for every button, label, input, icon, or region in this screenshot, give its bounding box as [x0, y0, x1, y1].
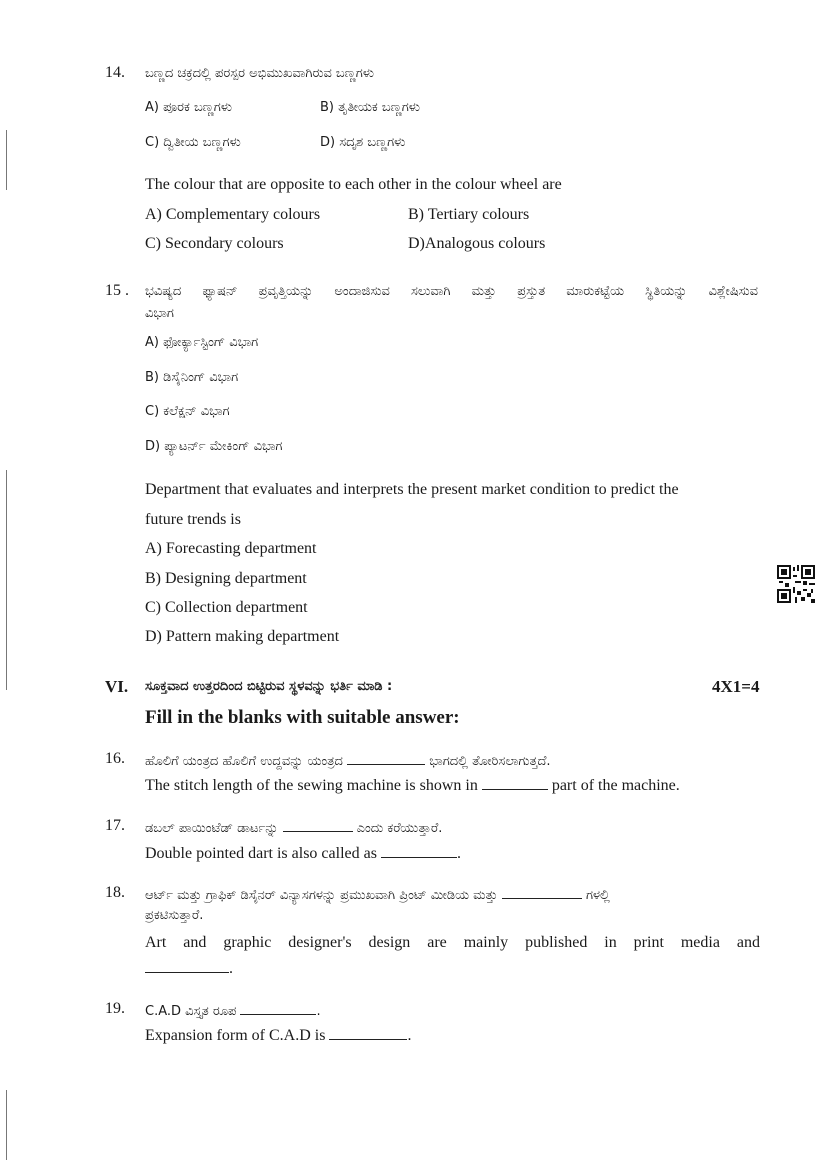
question-text-part: ಗಳಲ್ಲಿ: [585, 888, 610, 903]
option-a-english: A) Forecasting department: [145, 540, 317, 557]
section-heading-kannada: ಸೂಕ್ತವಾದ ಉತ್ತರದಿಂದ ಬಿಟ್ಟಿರುವ ಸ್ಥಳವನ್ನು ಭರ್ತಿ ಮಾಡಿ :: [145, 679, 393, 694]
answer-blank: [240, 1002, 316, 1015]
option-c-kannada: C) ದ್ವಿತೀಯ ಬಣ್ಣಗಳು: [145, 135, 241, 150]
question-text-english: [145, 777, 680, 795]
option-d-kannada: D) ಪ್ಯಾಟರ್ನ್ ಮೇಕಿಂಗ್ ವಿಭಾಗ: [145, 439, 283, 454]
question-number: 18.: [105, 884, 125, 901]
qr-code-image: [777, 565, 815, 603]
question-text-kannada-continued: ವಿಭಾಗ: [145, 306, 174, 321]
answer-blank: [145, 960, 229, 973]
option-d-english: D) Pattern making department: [145, 628, 340, 645]
question-number: 14.: [105, 64, 125, 81]
question-text-part: .: [316, 1004, 321, 1019]
page-edge-line: [6, 1090, 7, 1160]
question-number: 16.: [105, 750, 125, 767]
question-number: 17.: [105, 817, 125, 834]
option-c-kannada: C) ಕಲೆಕ್ಷನ್ ವಿಭಾಗ: [145, 404, 230, 419]
question-text-part: C.A.D ವಿಸ್ತೃತ ರೂಪ: [145, 1004, 237, 1019]
section-marks: 4X1=4: [712, 677, 760, 696]
option-b-english: B) Tertiary colours: [408, 206, 530, 223]
question-text-kannada: [145, 1002, 321, 1019]
question-text-english-continued: future trends is: [145, 511, 241, 528]
answer-blank: [329, 1027, 407, 1040]
page-edge-line: [6, 130, 7, 190]
question-text-part: part of the machine.: [551, 777, 680, 794]
question-text-part: Expansion form of C.A.D is: [145, 1027, 326, 1044]
answer-blank: [347, 752, 425, 765]
question-text-kannada: ಭವಿಷ್ಯದ ಫ್ಯಾಷನ್ ಪ್ರವೃತ್ತಿಯನ್ನು ಅಂದಾಜಿಸುವ ಸಲುವಾಗಿ ಮತ್ತು ಪ್ರಸ್ತುತ ಮಾರುಕಟ್ಟೆಯ ಸ್ಥಿತಿಯನ್ನು ವಿಶ್ಲೇಷಿಸುವ: [145, 284, 758, 299]
section-heading-english: Fill in the blanks with suitable answer:: [145, 707, 460, 728]
question-text-part: ಆರ್ಟ್ ಮತ್ತು ಗ್ರಾಫಿಕ್ ಡಿಸೈನರ್ ವಿನ್ಯಾಸಗಳನ್ನು ಪ್ರಮುಖವಾಗಿ ಪ್ರಿಂಟ್ ಮೀಡಿಯ ಮತ್ತು: [145, 888, 498, 903]
question-text-english: [145, 845, 461, 863]
question-text-part: Double pointed dart is also called as: [145, 845, 377, 862]
question-text-kannada: [145, 819, 442, 836]
question-text-part: .: [229, 960, 233, 977]
option-a-english: A) Complementary colours: [145, 206, 321, 223]
question-text-part: .: [456, 845, 461, 862]
page-edge-line: [6, 470, 7, 690]
option-a-kannada: A) ಫೋರ್ಕ್ಯಾಸ್ಟಿಂಗ್ ವಿಭಾಗ: [145, 335, 259, 350]
question-text-part: ಎಂದು ಕರೆಯುತ್ತಾರೆ.: [356, 821, 443, 836]
option-b-kannada: B) ಡಿಸೈನಿಂಗ್ ವಿಭಾಗ: [145, 370, 239, 385]
question-text-part: ಭಾಗದಲ್ಲಿ ತೋರಿಸಲಾಗುತ್ತದೆ.: [429, 754, 551, 769]
question-text-part: ಡಬಲ್ ಪಾಯಿಂಟೆಡ್ ಡಾರ್ಟನ್ನು: [145, 821, 279, 836]
question-text-kannada: [145, 752, 551, 769]
question-text-part: .: [407, 1027, 412, 1044]
option-d-kannada: D) ಸದೃಶ ಬಣ್ಣಗಳು: [320, 135, 406, 150]
option-b-english: B) Designing department: [145, 570, 307, 587]
question-text-english: [145, 1027, 411, 1045]
question-number: 15 .: [105, 282, 129, 299]
question-text-english: Department that evaluates and interprets the present market condition to predict the: [145, 481, 679, 498]
question-text-english: Art and graphic designer's design are mainly published in print media and: [145, 934, 760, 951]
answer-blank: [502, 886, 582, 899]
option-c-english: C) Collection department: [145, 599, 308, 616]
answer-blank: [381, 845, 457, 858]
question-text-part: The stitch length of the sewing machine is shown in: [145, 777, 478, 794]
option-d-english: D)Analogous colours: [408, 235, 546, 252]
answer-blank: [283, 819, 353, 832]
question-number: 19.: [105, 1000, 125, 1017]
option-a-kannada: A) ಪೂರಕ ಬಣ್ಣಗಳು: [145, 100, 233, 115]
question-text-english-continued: [145, 960, 233, 978]
option-b-kannada: B) ತೃತೀಯಕ ಬಣ್ಣಗಳು: [320, 100, 420, 115]
question-text-part: ಹೊಲಿಗೆ ಯಂತ್ರದ ಹೊಲಿಗೆ ಉದ್ದವನ್ನು ಯಂತ್ರದ: [145, 754, 343, 769]
answer-blank: [482, 777, 548, 790]
question-text-english: The colour that are opposite to each other in the colour wheel are: [145, 176, 562, 193]
question-text-kannada: [145, 886, 610, 903]
question-text-kannada: ಬಣ್ಣದ ಚಕ್ರದಲ್ಲಿ ಪರಸ್ಪರ ಅಭಿಮುಖವಾಗಿರುವ ಬಣ್ಣಗಳು: [145, 66, 375, 81]
option-c-english: C) Secondary colours: [145, 235, 284, 252]
question-text-kannada-continued: ಪ್ರಕಟಿಸುತ್ತಾರೆ.: [145, 908, 204, 923]
section-number: VI.: [105, 677, 129, 696]
